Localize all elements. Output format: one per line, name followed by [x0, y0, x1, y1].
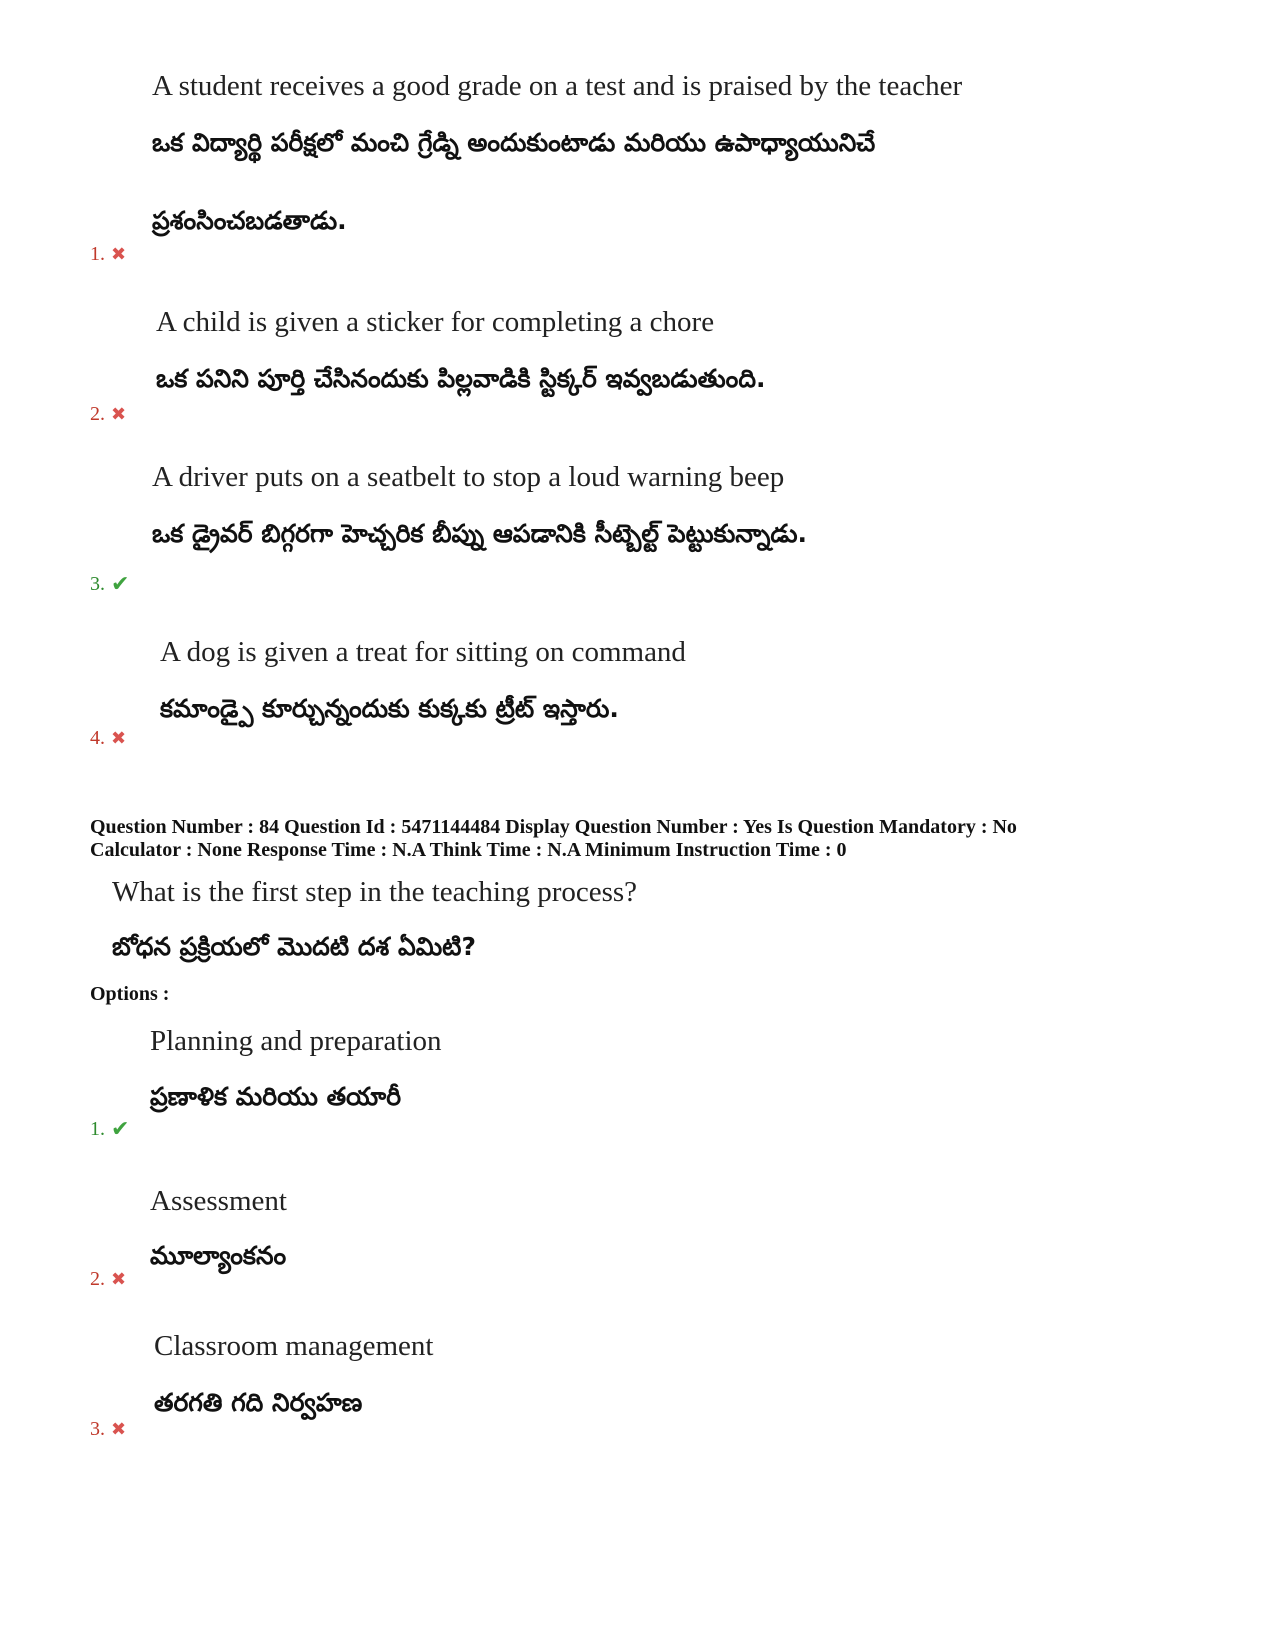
option-3-number [90, 571, 129, 597]
q84-option-3-english: Classroom management [154, 1330, 434, 1362]
question-text-english: What is the first step in the teaching process? [112, 876, 638, 908]
wrong-icon: ✖ [111, 1419, 127, 1439]
option-2-telugu: ఒక పనిని పూర్తి చేసినందుకు పిల్లవాడికి స్టిక్కర్ ఇవ్వబడుతుంది. [156, 364, 766, 393]
q84-option-2-number [90, 1268, 126, 1291]
option-4-telugu: కమాండ్పై కూర్చున్నందుకు కుక్కకు ట్రీట్ ఇస్తారు. [160, 694, 619, 723]
question-meta-line1: Question Number : 84 Question Id : 5471144484 Display Question Number : Yes Is Question Mandatory : No [90, 816, 1017, 838]
option-number-label: 2. [90, 1268, 105, 1290]
q84-option-2-telugu: మూల్యాంకనం [150, 1241, 287, 1270]
option-1-telugu: ఒక విద్యార్థి పరీక్షలో మంచి గ్రేడ్ని అందుకుంటాడు మరియు ఉపాధ్యాయునిచే [152, 128, 876, 157]
q84-option-1-english: Planning and preparation [150, 1025, 442, 1057]
option-1-telugu-cont: ప్రశంసించబడతాడు. [152, 206, 347, 235]
options-label: Options : [90, 983, 170, 1005]
option-number-label: 1. [90, 1117, 105, 1140]
option-1-number [90, 243, 126, 266]
wrong-icon: ✖ [111, 1269, 127, 1289]
option-2-number [90, 403, 126, 426]
option-4-number [90, 727, 126, 750]
option-number-label: 1. [90, 243, 105, 265]
wrong-icon: ✖ [111, 244, 127, 264]
q84-option-3-number [90, 1418, 126, 1441]
option-number-label: 2. [90, 403, 105, 425]
option-3-english: A driver puts on a seatbelt to stop a loud warning beep [152, 461, 785, 493]
option-number-label: 4. [90, 727, 105, 749]
question-text-telugu: బోధన ప్రక్రియలో మొదటి దశ ఏమిటి? [112, 932, 476, 961]
option-number-label: 3. [90, 1418, 105, 1440]
q84-option-2-english: Assessment [150, 1185, 287, 1217]
q84-option-1-number [90, 1116, 129, 1142]
option-2-english: A child is given a sticker for completing a chore [156, 306, 715, 338]
wrong-icon: ✖ [111, 728, 127, 748]
option-4-english: A dog is given a treat for sitting on command [160, 636, 686, 668]
option-1-english: A student receives a good grade on a test and is praised by the teacher [152, 70, 963, 102]
option-3-telugu: ఒక డ్రైవర్ బిగ్గరగా హెచ్చరిక బీప్ను ఆపడానికి సీట్బెల్ట్ పెట్టుకున్నాడు. [152, 519, 807, 548]
q84-option-3-telugu: తరగతి గది నిర్వహణ [154, 1388, 363, 1417]
q84-option-1-telugu: ప్రణాళిక మరియు తయారీ [150, 1082, 402, 1111]
wrong-icon: ✖ [111, 404, 127, 424]
option-number-label: 3. [90, 572, 105, 595]
question-meta-line2: Calculator : None Response Time : N.A Think Time : N.A Minimum Instruction Time : 0 [90, 839, 847, 861]
check-icon: ✔ [111, 1116, 130, 1141]
check-icon: ✔ [111, 571, 130, 596]
